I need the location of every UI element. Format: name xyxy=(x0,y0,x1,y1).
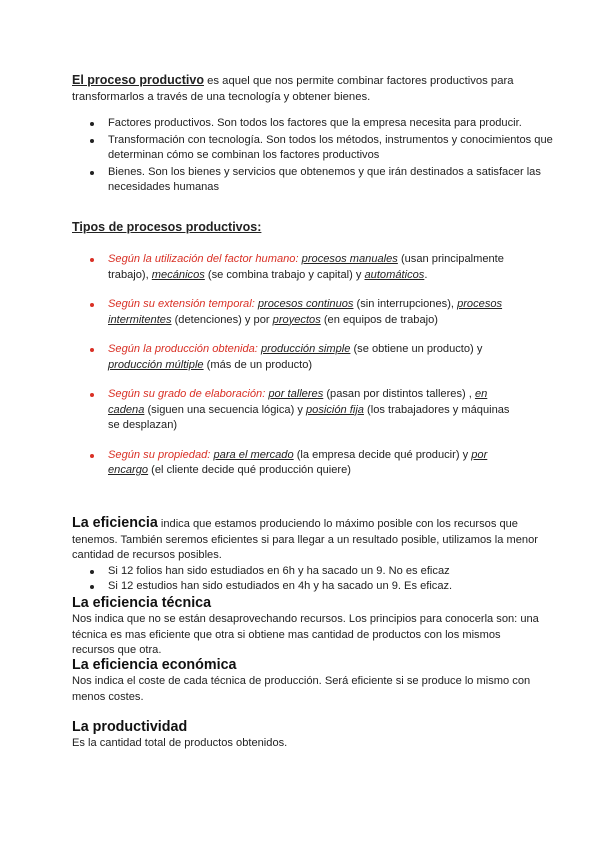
list-item: Si 12 folios han sido estudiados en 6h y ha sacado un 9. No es eficaz xyxy=(88,564,542,580)
economica-title: La eficiencia económica xyxy=(72,657,237,673)
term: procesos intermitentes xyxy=(108,298,503,326)
productividad-section xyxy=(72,718,542,752)
tipo-item-propiedad xyxy=(88,448,518,479)
term: posición fija xyxy=(305,403,364,416)
term: automáticos xyxy=(364,268,425,281)
term: para el mercado xyxy=(213,448,294,461)
description: (detenciones) y por xyxy=(171,313,273,326)
term: en cadena xyxy=(108,388,488,416)
eficiencia-title: La eficiencia xyxy=(72,515,158,531)
economica-section xyxy=(72,656,542,705)
term: procesos continuos xyxy=(257,298,354,310)
term: proyectos xyxy=(272,313,321,326)
description: (se obtiene un producto) y xyxy=(350,343,483,355)
tecnica-title: La eficiencia técnica xyxy=(72,595,212,611)
term: producción simple xyxy=(260,343,351,355)
productividad-title: La productividad xyxy=(72,719,188,735)
term: mecánicos xyxy=(151,268,205,281)
productividad-text: Es la cantidad total de productos obtenidos. xyxy=(72,737,288,749)
list-item: Factores productivos. Son todos los factores que la empresa necesita para producir. xyxy=(88,116,558,132)
eficiencia-section xyxy=(72,516,542,595)
criterion-label: Según la producción obtenida: xyxy=(108,343,258,355)
tecnica-section xyxy=(72,594,542,659)
economica-text: Nos indica el coste de cada técnica de producción. Será eficiente si se produce lo mismo con menos costes. xyxy=(72,675,531,703)
term: por encargo xyxy=(108,448,488,476)
criterion-label: Según su grado de elaboración: xyxy=(108,388,266,400)
criterion-label: Según su extensión temporal: xyxy=(108,298,255,310)
list-item: Si 12 estudios han sido estudiados en 4h y ha sacado un 9. Es eficaz. xyxy=(88,579,542,595)
intro-paragraph xyxy=(72,72,542,105)
description: (la empresa decide qué producir) y xyxy=(293,448,472,461)
criterion-label: Según su propiedad: xyxy=(108,448,211,461)
description: (usan principalmente trabajo), xyxy=(108,253,504,281)
term: procesos manuales xyxy=(301,253,398,265)
tipo-item-extension-temporal xyxy=(88,297,518,328)
description: (pasan por distintos talleres) , xyxy=(323,388,475,400)
description: . xyxy=(424,268,428,281)
eficiencia-paragraph xyxy=(72,516,542,564)
intro-term: El proceso productivo xyxy=(72,73,204,87)
description: (más de un producto) xyxy=(203,358,313,371)
description: (en equipos de trabajo) xyxy=(320,313,438,326)
tipos-heading: Tipos de procesos productivos: xyxy=(72,220,262,234)
intro-text: es aquel que nos permite combinar factores productivos para transformarlos a través de una tecnología y obtener bienes. xyxy=(72,75,514,103)
description: (siguen una secuencia lógica) y xyxy=(144,403,306,416)
term: por talleres xyxy=(268,388,324,400)
term: producción múltiple xyxy=(108,358,204,371)
elements-list xyxy=(88,116,558,197)
tipos-list xyxy=(88,252,518,479)
tipo-item-produccion-obtenida xyxy=(88,342,518,373)
tecnica-text: Nos indica que no se están desaprovechando recursos. Los principios para conocerla son: una técnica es mas eficiente que otra si obtiene mas cantidad de productos con los mismos recursos que otra. xyxy=(72,613,539,656)
eficiencia-text: indica que estamos produciendo lo máximo posible con los recursos que tenemos. También seremos eficientes si para llegar a un resultado posible, utilizamos la menor cantidad de recursos posibles. xyxy=(72,518,538,561)
tipo-item-grado-elaboracion xyxy=(88,387,518,434)
description: (los trabajadores y máquinas se desplazan) xyxy=(108,403,510,431)
list-item: Transformación con tecnología. Son todos los métodos, instrumentos y conocimientos que determinan cómo se combinan los factores productivos xyxy=(88,133,558,164)
eficiencia-examples xyxy=(88,564,542,595)
criterion-label: Según la utilización del factor humano: xyxy=(108,253,299,265)
list-item: Bienes. Son los bienes y servicios que obtenemos y que irán destinados a satisfacer las necesidades humanas xyxy=(88,165,558,196)
tipo-item-factor-humano xyxy=(88,252,518,283)
description: (sin interrupciones), xyxy=(353,298,458,310)
description: (el cliente decide qué producción quiere) xyxy=(148,464,351,476)
description: (se combina trabajo y capital) y xyxy=(204,268,365,281)
